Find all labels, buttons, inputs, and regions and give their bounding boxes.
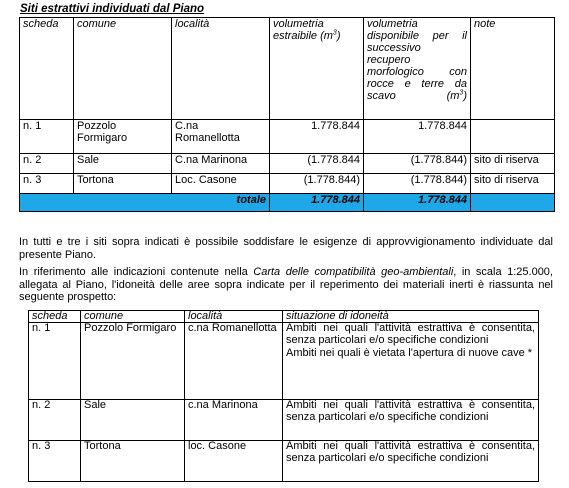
cell-comune: Pozzolo Formigaro (81, 323, 185, 400)
table-header-row (29, 311, 539, 323)
table-row (20, 120, 555, 154)
table-row (29, 400, 539, 441)
cell-comune: Pozzolo Formigaro (74, 120, 172, 154)
cell-note: sito di riserva (471, 154, 555, 174)
header-volumetria-estraibile: volumetria estraibile $(m^3)$ (270, 18, 364, 120)
cell-comune: Tortona (74, 174, 172, 194)
cell-localita: c.na Romanellotta (185, 323, 283, 400)
header-note: note (471, 18, 555, 120)
table-row (20, 154, 555, 174)
cell-scheda: n. 1 (20, 120, 74, 154)
cell-comune: Tortona (81, 441, 185, 482)
cell-localita: C.na Marinona (172, 154, 270, 174)
section-title: Siti estrattivi individuati dal Piano (20, 3, 205, 15)
total-note (471, 194, 555, 212)
cell-situazione: Ambiti nei quali l'attività estrattiva è consentita, senza particolari e/o specifiche condizioni (283, 441, 539, 482)
total-vol-estraibile: 1.778.844 (270, 194, 364, 212)
cell-vol-disponibile: (1.778.844) (364, 174, 471, 194)
cell-localita: c.na Marinona (185, 400, 283, 441)
cell-comune: Sale (74, 154, 172, 174)
header-localita: località (185, 311, 283, 323)
header-scheda: scheda (20, 18, 74, 120)
cell-vol-disponibile: (1.778.844) (364, 154, 471, 174)
cell-localita: Loc. Casone (172, 174, 270, 194)
total-row (20, 194, 555, 212)
cell-localita: loc. Casone (185, 441, 283, 482)
cell-scheda: n. 2 (20, 154, 74, 174)
cell-situazione: Ambiti nei quali l'attività estrattiva è consentita, senza particolari e/o specifiche condizioni Ambiti nei quali è vietata l'apertura di nuove cave * (283, 323, 539, 400)
header-scheda: scheda (29, 311, 81, 323)
suitability-table (28, 310, 539, 482)
cell-scheda: n. 1 (29, 323, 81, 400)
cell-scheda: n. 3 (20, 174, 74, 194)
extraction-sites-table (19, 17, 555, 212)
cell-note (471, 120, 555, 154)
table-row (29, 323, 539, 400)
cell-vol-estraibile: (1.778.844) (270, 174, 364, 194)
header-comune: comune (81, 311, 185, 323)
cell-vol-disponibile: 1.778.844 (364, 120, 471, 154)
header-volumetria-disponibile: volumetria disponibile per il successivo recupero morfologico con rocce e terre da scavo $(m^3)$ (364, 18, 471, 120)
paragraph-riferimento: In riferimento alle indicazioni contenute nella Carta delle compatibilità geo-ambientali, in scala 1:25.000, allegata al Piano, l'idoneità delle aree sopra indicate per il reperimento dei materiali inerti è riassunta nel seguente prospetto: (19, 266, 553, 303)
cell-localita: C.na Romanellotta (172, 120, 270, 154)
header-situazione: situazione di idoneità (283, 311, 539, 323)
table-row (29, 441, 539, 482)
cell-vol-estraibile: (1.778.844 (270, 154, 364, 174)
table-header-row (20, 18, 555, 120)
cell-comune: Sale (81, 400, 185, 441)
total-vol-disponibile: 1.778.844 (364, 194, 471, 212)
table-row (20, 174, 555, 194)
total-label: totale (20, 194, 270, 212)
header-localita: località (172, 18, 270, 120)
cell-scheda: n. 3 (29, 441, 81, 482)
paragraph-siti: In tutti e tre i siti sopra indicati è possibile soddisfare le esigenze di approvvigionamento individuate dal presente Piano. (19, 236, 553, 261)
cell-situazione: Ambiti nei quali l'attività estrattiva è consentita, senza particolari e/o specifiche condizioni (283, 400, 539, 441)
cell-note: sito di riserva (471, 174, 555, 194)
header-comune: comune (74, 18, 172, 120)
cell-scheda: n. 2 (29, 400, 81, 441)
map-reference-italic: Carta delle compatibilità geo-ambientali (253, 266, 454, 278)
cell-vol-estraibile: 1.778.844 (270, 120, 364, 154)
